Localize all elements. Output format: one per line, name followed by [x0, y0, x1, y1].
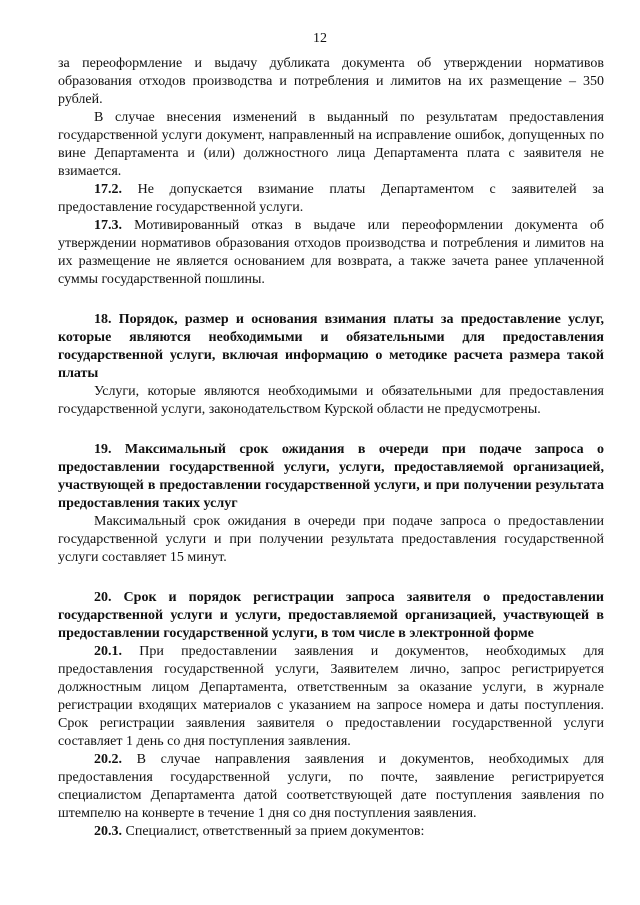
clause-text: Мотивированный отказ в выдаче или переоформлении документа об утверждении нормативов образования отходов производства и потребления и лимитов на их размещение не является основанием для возврата, а также зачета ранее уплаченной суммы государственной пошлины.: [58, 218, 604, 287]
clause-text: Специалист, ответственный за прием документов:: [122, 824, 425, 839]
page-number: 12: [313, 31, 327, 46]
clause-number: 17.2.: [94, 182, 122, 197]
section-heading-18: 18. Порядок, размер и основания взимания платы за предоставление услуг, которые являются необходимыми и обязательными для предоставления государственной услуги, включая информацию о методике расчета размера такой платы: [58, 312, 604, 381]
section-heading-20: 20. Срок и порядок регистрации запроса заявителя о предоставлении государственной услуги и услуги, предоставляемой организацией, участвующей в предоставлении государственной услуги, в том числе в электронной форме: [58, 590, 604, 641]
clause-number: 17.3.: [94, 218, 122, 233]
paragraph-20-1: [58, 643, 604, 751]
clause-number: 20.3.: [94, 824, 122, 839]
paragraph-17-2: [58, 181, 604, 217]
paragraph-fee-duplicate: за переоформление и выдачу дубликата документа об утверждении нормативов образования отходов производства и потребления и лимитов на их размещение – 350 рублей.: [58, 56, 604, 107]
paragraph-17-3: [58, 217, 604, 289]
paragraph-20-2: [58, 751, 604, 823]
clause-text: При предоставлении заявления и документов, необходимых для предоставления государственной услуги, Заявителем лично, запрос регистрируется должностным лицом Департамента, ответственным за оказание услуги, в журнале регистрации входящих материалов с указанием на запросе номера и даты поступления. Срок регистрации заявления заявителя о предоставлении государственной услуги составляет 1 день со дня поступления заявления.: [58, 644, 604, 749]
clause-number: 20.2.: [94, 752, 122, 767]
paragraph-no-fee-corrections: В случае внесения изменений в выданный по результатам предоставления государственной услуги документ, направленный на исправление ошибок, допущенных по вине Департамента и (или) должностного лица Департамента плата с заявителя не взимается.: [58, 110, 604, 179]
document-body: [58, 55, 604, 841]
clause-text: Не допускается взимание платы Департаментом с заявителей за предоставление государственной услуги.: [58, 182, 604, 215]
clause-text: В случае направления заявления и документов, необходимых для предоставления государственной услуги, по почте, заявление регистрируется специалистом Департамента датой соответствующей дате поступления заявления по штемпелю на конверте в течение 1 дня со дня поступления заявления.: [58, 752, 604, 821]
section-heading-19: 19. Максимальный срок ожидания в очереди при подаче запроса о предоставлении государственной услуги, услуги, предоставляемой организацией, участвующей в предоставлении государственной услуги, и при получении результата предоставления таких услуг: [58, 442, 604, 511]
paragraph-20-3: [58, 823, 604, 841]
clause-number: 20.1.: [94, 644, 122, 659]
paragraph-18-body: Услуги, которые являются необходимыми и обязательными для предоставления государственной услуги, законодательством Курской области не предусмотрены.: [58, 384, 604, 417]
paragraph-19-body: Максимальный срок ожидания в очереди при подаче запроса о предоставлении государственной услуги и при получении результата предоставления государственной услуги составляет 15 минут.: [58, 514, 604, 565]
